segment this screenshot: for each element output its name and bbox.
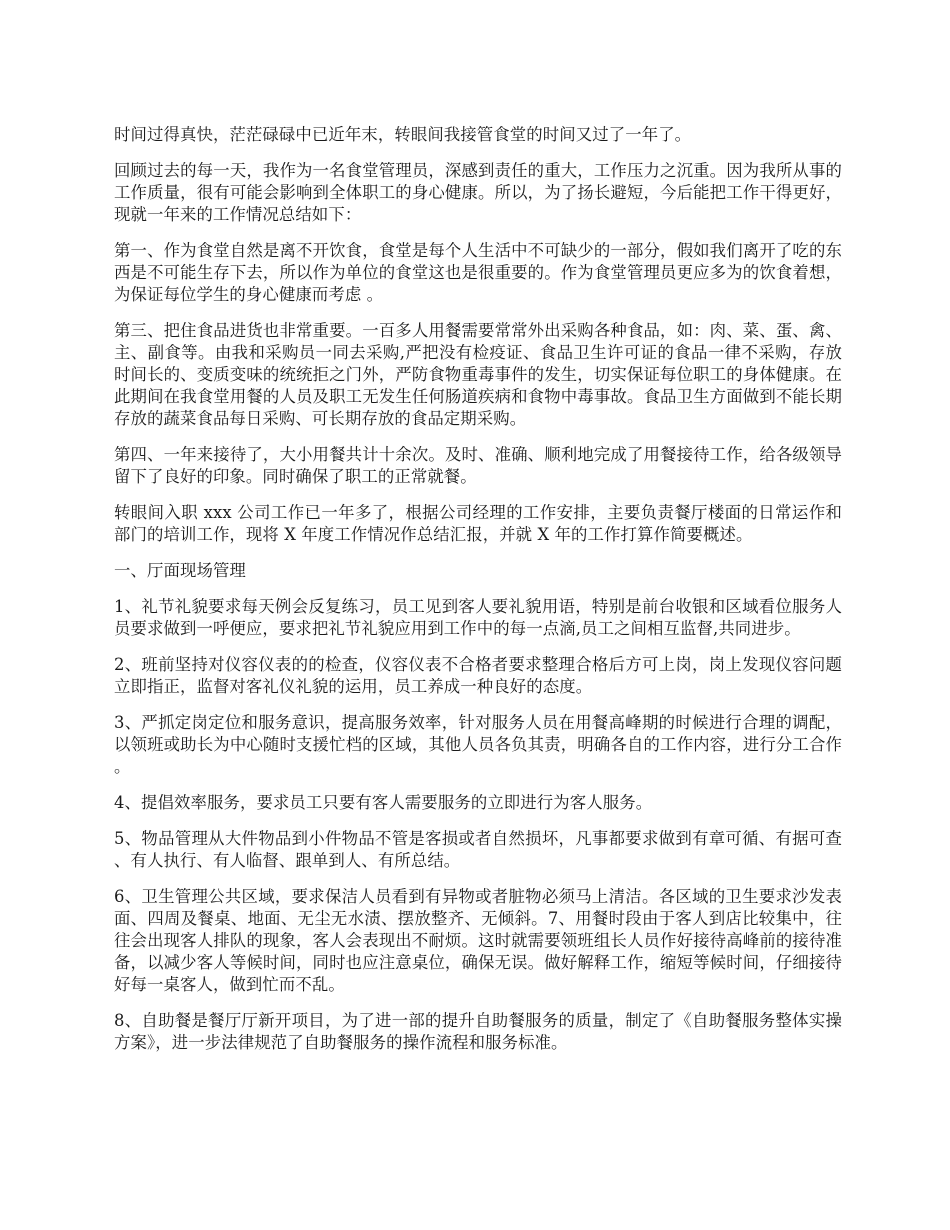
document-body: [114, 124, 842, 1068]
list-item-efficiency: 4、提倡效率服务，要求员工只要有客人需要服务的立即进行为客人服务。: [114, 793, 653, 812]
list-item-goods-management: 5、物品管理从大件物品到小件物品不管是客损或者自然损坏，凡事都要求做到有章可循、有据可查、有人执行、有人临督、跟单到人、有所总结。: [114, 829, 842, 870]
paragraph-third: 第三、把住食品进货也非常重要。一百多人用餐需要常常外出采购各种食品，如：肉、菜、蛋、禽、主、副食等。由我和采购员一同去采购,严把没有检疫证、食品卫生许可证的食品一律不采购，存放时间长的、变质变味的统统拒之门外，严防食物重毒事件的发生，切实保证每位职工的身体健康。在此期间在我食堂用餐的人员及职工无发生任何肠道疾病和食物中毒事故。食品卫生方面做到不能长期存放的蔬菜食品每日采购、可长期存放的食品定期采购。: [114, 321, 842, 428]
section-heading-floor-management: 一、厅面现场管理: [114, 561, 246, 580]
list-item-positioning: 3、严抓定岗定位和服务意识，提高服务效率，针对服务人员在用餐高峰期的时候进行合理的调配，以领班或助长为中心随时支援忙档的区域，其他人员各负其责，明确各自的工作内容，进行分工合作。: [114, 713, 842, 776]
paragraph-company-intro: 转眼间入职 xxx 公司工作已一年多了，根据公司经理的工作安排，主要负责餐厅楼面的日常运作和部门的培训工作，现将 X 年度工作情况作总结汇报，并就 X 年的工作打算作简要概述。: [114, 503, 842, 544]
list-item-buffet: 8、自助餐是餐厅厅新开项目，为了进一部的提升自助餐服务的质量，制定了《自助餐服务整体实操方案》，进一步法律规范了自助餐服务的操作流程和服务标准。: [114, 1011, 842, 1052]
paragraph-intro: 时间过得真快，茫茫碌碌中已近年末，转眼间我接管食堂的时间又过了一年了。: [114, 125, 692, 144]
paragraph-review: 回顾过去的每一天，我作为一名食堂管理员，深感到责任的重大，工作压力之沉重。因为我所从事的工作质量，很有可能会影响到全体职工的身心健康。所以，为了扬长避短，今后能把工作干得更好，现就一年来的工作情况总结如下：: [114, 161, 842, 224]
list-item-etiquette: 1、礼节礼貌要求每天例会反复练习，员工见到客人要礼貌用语，特别是前台收银和区域看位服务人员要求做到一呼便应，要求把礼节礼貌应用到工作中的每一点滴,员工之间相互监督,共同进步。: [114, 597, 842, 638]
paragraph-first: 第一、作为食堂自然是离不开饮食，食堂是每个人生活中不可缺少的一部分，假如我们离开了吃的东西是不可能生存下去，所以作为单位的食堂这也是很重要的。作为食堂管理员更应多为的饮食着想，为保证每位学生的身心健康而考虑 。: [114, 241, 842, 304]
list-item-hygiene-and-peak: 6、卫生管理公共区域，要求保洁人员看到有异物或者脏物必须马上清洁。各区域的卫生要求沙发表面、四周及餐桌、地面、无尘无水渍、摆放整齐、无倾斜。7、用餐时段由于客人到店比较集中，往往会出现客人排队的现象，客人会表现出不耐烦。这时就需要领班组长人员作好接待高峰前的接待准备，以减少客人等候时间，同时也应注意桌位，确保无误。做好解释工作，缩短等候时间，仔细接待好每一桌客人，做到忙而不乱。: [114, 887, 842, 994]
list-item-appearance: 2、班前坚持对仪容仪表的的检查，仪容仪表不合格者要求整理合格后方可上岗，岗上发现仪容问题立即指正，监督对客礼仪礼貌的运用，员工养成一种良好的态度。: [114, 655, 842, 696]
paragraph-fourth: 第四、一年来接待了，大小用餐共计十余次。及时、准确、顺利地完成了用餐接待工作，给各级领导留下了良好的印象。同时确保了职工的正常就餐。: [114, 445, 842, 486]
